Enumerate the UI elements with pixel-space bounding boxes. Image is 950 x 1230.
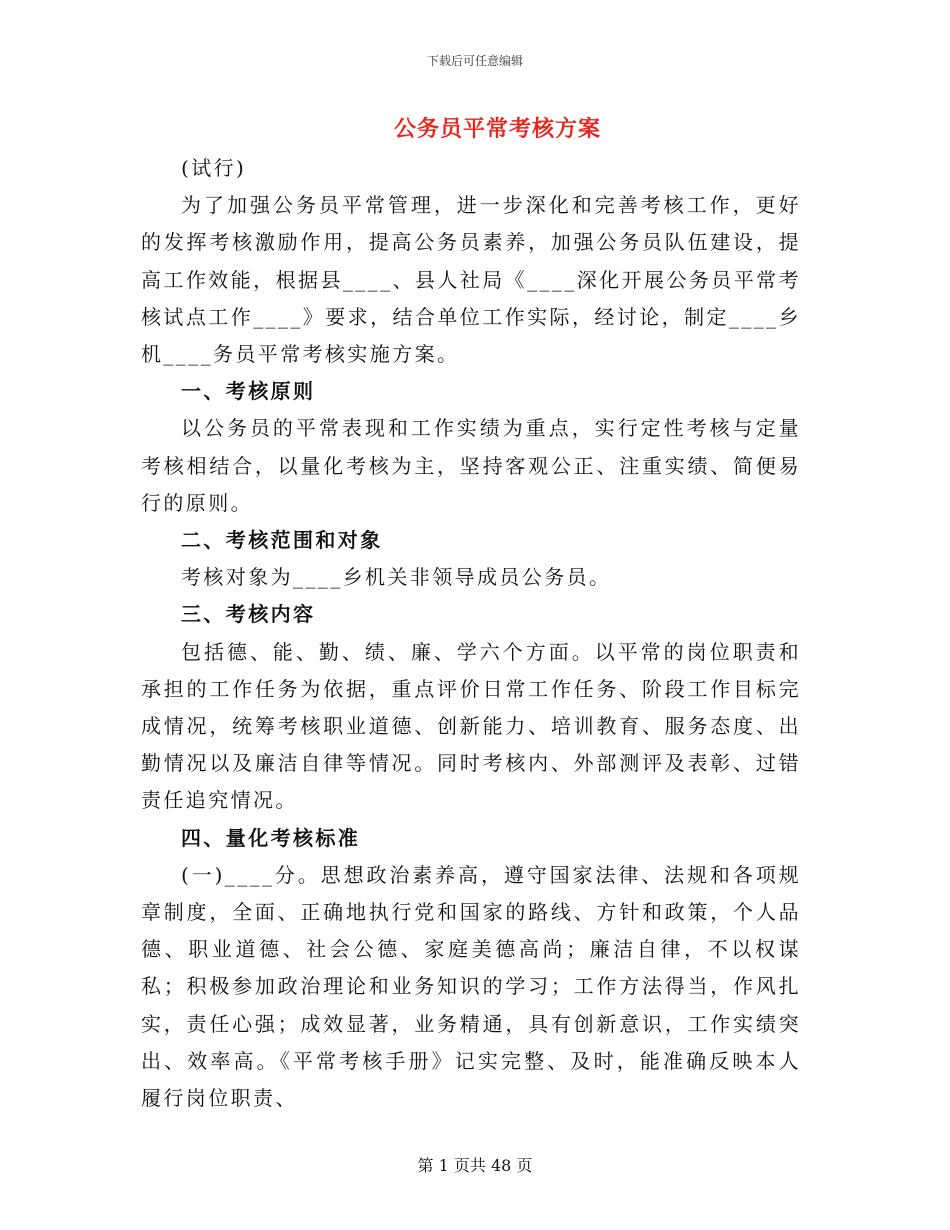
document-title: 公务员平常考核方案 xyxy=(393,116,601,142)
content-paragraph: 包括德、能、勤、绩、廉、学六个方面。以平常的岗位职责和承担的工作任务为依据，重点评价日常工作任务、阶段工作目标完成情况，统筹考核职业道德、创新能力、培训教育、服务态度、出勤情况以及廉洁自律等情况。同时考核内、外部测评及表彰、过错责任追究情况。 xyxy=(141,639,801,813)
document-subtitle: (试行) xyxy=(181,156,247,180)
document-body xyxy=(141,150,801,1117)
scope-paragraph: 考核对象为____乡机关非领导成员公务员。 xyxy=(181,565,612,590)
page-number: 第 1 页共 48 页 xyxy=(417,1156,533,1175)
section-heading-standards: 四、量化考核标准 xyxy=(181,825,361,850)
section-heading-scope: 二、考核范围和对象 xyxy=(181,528,383,553)
section-heading-content: 三、考核内容 xyxy=(181,602,316,627)
section-heading-principles: 一、考核原则 xyxy=(181,379,316,404)
principles-paragraph: 以公务员的平常表现和工作实绩为重点，实行定性考核与定量考核相结合，以量化考核为主，坚持客观公正、注重实绩、简便易行的原则。 xyxy=(141,416,801,515)
page-header-note: 下载后可任意编辑 xyxy=(426,54,523,68)
intro-paragraph: 为了加强公务员平常管理，进一步深化和完善考核工作，更好的发挥考核激励作用，提高公务员素养，加强公务员队伍建设，提高工作效能，根据县____、县人社局《____深化开展公务员平常考核试点工作____》要求，结合单位工作实际，经讨论，制定____乡机____务员平常考核实施方案。 xyxy=(141,193,801,367)
standards-paragraph: (一)____分。思想政治素养高，遵守国家法律、法规和各项规章制度，全面、正确地执行党和国家的路线、方针和政策，个人品德、职业道德、社会公德、家庭美德高尚；廉洁自律，不以权谋私；积极参加政治理论和业务知识的学习；工作方法得当，作风扎实，责任心强；成效显著，业务精通，具有创新意识，工作实绩突出、效率高。《平常考核手册》记实完整、及时，能准确反映本人履行岗位职责、 xyxy=(141,862,801,1111)
